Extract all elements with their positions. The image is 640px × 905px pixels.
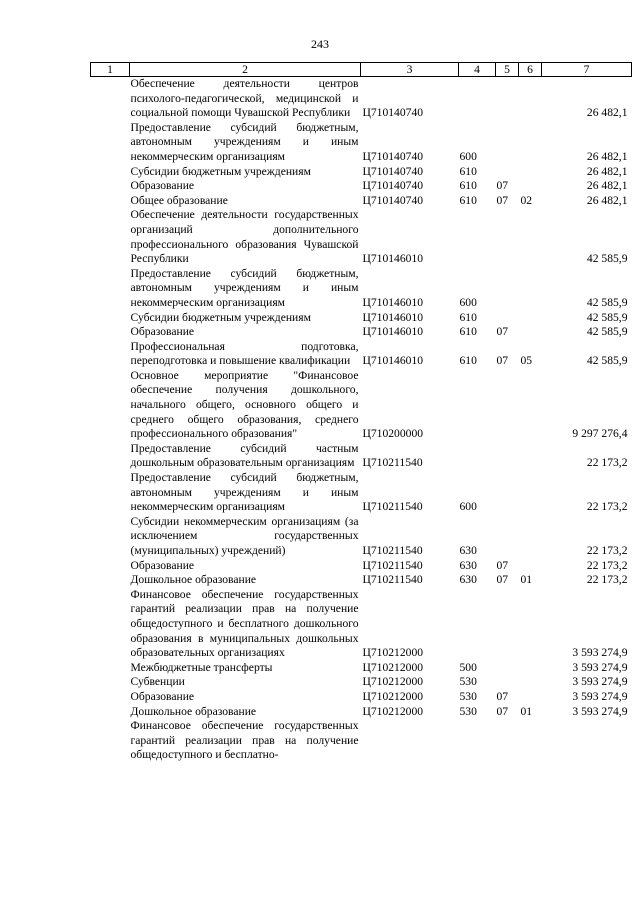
expense-type-cell: 530: [459, 689, 477, 703]
subsection-cell: [519, 311, 542, 326]
section-cell: [496, 442, 519, 471]
section-cell: [496, 661, 519, 676]
subsection-cell: 05: [520, 354, 533, 368]
expense-type-cell: 600: [459, 295, 477, 309]
section-cell: 07: [496, 354, 509, 368]
target-article-cell: Ц710146010: [362, 310, 424, 324]
expense-type-cell: [459, 588, 496, 661]
item-name-cell: Дошкольное образование: [130, 704, 257, 718]
section-cell: [496, 369, 519, 442]
item-name-cell: Межбюджетные трансферты: [130, 660, 273, 674]
amount-cell: 3 593 274,9: [572, 646, 628, 660]
target-article-cell: Ц710211540: [362, 500, 423, 514]
subsection-cell: [519, 121, 542, 165]
table-row: [91, 208, 632, 266]
section-cell: 07: [496, 573, 509, 587]
section-cell: 07: [496, 179, 509, 193]
section-cell: [496, 588, 519, 661]
target-article-cell: Ц710200000: [362, 427, 424, 441]
expense-type-cell: 610: [459, 325, 477, 339]
item-name-cell: Субсидии некоммерческим организациям (за исключением государственных (муниципальных) учреждений): [130, 514, 359, 557]
target-article-cell: Ц710146010: [362, 252, 424, 266]
budget-table: [90, 62, 632, 763]
row-number-cell: [91, 559, 130, 574]
expense-type-cell: 530: [459, 675, 477, 689]
target-article-cell: Ц710212000: [362, 704, 424, 718]
item-name-cell: Основное мероприятие "Финансовое обеспечение получения дошкольного, начального общего, основного общего и среднего общего образования, среднего профессионального образования": [130, 368, 359, 441]
target-article-cell: Ц710212000: [362, 646, 424, 660]
table-row: [91, 325, 632, 340]
target-article-cell: Ц710140740: [362, 106, 424, 120]
item-name-cell: Образование: [130, 325, 195, 339]
amount-cell: 42 585,9: [586, 325, 628, 339]
target-article-cell: Ц710140740: [362, 193, 424, 207]
expense-type-cell: 630: [459, 558, 477, 572]
section-cell: 07: [496, 193, 509, 207]
amount-cell: 22 173,2: [586, 573, 628, 587]
item-name-cell: Образование: [130, 689, 195, 703]
table-row: [91, 311, 632, 326]
target-article-cell: Ц710212000: [362, 675, 424, 689]
column-header-7: 7: [542, 63, 632, 77]
row-number-cell: [91, 267, 130, 311]
amount-cell: 3 593 274,9: [572, 689, 628, 703]
amount-cell: 22 173,2: [586, 544, 628, 557]
subsection-cell: [519, 471, 542, 515]
item-name-cell: Финансовое обеспечение государственных гарантий реализации прав на получение общедоступного и бесплатного дошкольного образования в муниципальных дошкольных образовательных организациях: [130, 587, 359, 660]
row-number-cell: [91, 179, 130, 194]
target-article-cell: Ц710211540: [362, 456, 423, 470]
amount-cell: 26 482,1: [586, 106, 628, 120]
expense-type-cell: 630: [459, 573, 477, 587]
section-cell: [496, 471, 519, 515]
amount-cell: 26 482,1: [586, 179, 628, 193]
expense-type-cell: 610: [459, 354, 477, 368]
table-row: [91, 194, 632, 209]
row-number-cell: [91, 121, 130, 165]
subsection-cell: [519, 208, 542, 266]
amount-cell: [542, 719, 632, 763]
subsection-cell: [519, 179, 542, 194]
target-article-cell: Ц710140740: [362, 164, 424, 178]
section-cell: 07: [496, 325, 509, 339]
table-row: [91, 267, 632, 311]
amount-cell: 26 482,1: [586, 193, 628, 207]
table-row: [91, 121, 632, 165]
subsection-cell: [519, 661, 542, 676]
expense-type-cell: [459, 442, 496, 471]
subsection-cell: [519, 588, 542, 661]
subsection-cell: 02: [520, 193, 533, 207]
section-cell: [496, 311, 519, 326]
target-article-cell: Ц710146010: [362, 295, 424, 309]
table-row: [91, 369, 632, 442]
column-header-2: 2: [130, 63, 361, 77]
table-row: [91, 705, 632, 720]
section-cell: [496, 208, 519, 266]
table-row: [91, 442, 632, 471]
item-name-cell: Субвенции: [130, 675, 185, 689]
item-name-cell: Общее образование: [130, 193, 228, 207]
table-row: [91, 515, 632, 559]
expense-type-cell: 610: [459, 179, 477, 193]
subsection-cell: [519, 267, 542, 311]
item-name-cell: Обеспечение деятельности государственных организаций дополнительного профессионального образования Чувашской Республики: [130, 208, 359, 266]
item-name-cell: Финансовое обеспечение государственных гарантий реализации прав на получение общедоступного и бесплатно-: [130, 719, 359, 762]
subsection-cell: [519, 559, 542, 574]
item-name-cell: Предоставление субсидий бюджетным, автономным учреждениям и иным некоммерческим организациям: [130, 266, 359, 309]
expense-type-cell: [459, 719, 496, 763]
row-number-cell: [91, 311, 130, 326]
section-cell: [496, 121, 519, 165]
item-name-cell: Образование: [130, 179, 195, 193]
section-cell: 07: [496, 704, 509, 718]
item-name-cell: Профессиональная подготовка, переподготовка и повышение квалификации: [130, 339, 359, 368]
item-name-cell: Предоставление субсидий бюджетным, автономным учреждениям и иным некоммерческим организациям: [130, 471, 359, 514]
item-name-cell: Субсидии бюджетным учреждениям: [130, 310, 311, 324]
row-number-cell: [91, 588, 130, 661]
table-row: [91, 77, 632, 121]
amount-cell: 26 482,1: [586, 149, 628, 163]
column-header-4: 4: [459, 63, 496, 77]
column-header-3: 3: [361, 63, 459, 77]
page-number: 243: [311, 37, 329, 51]
target-article-cell: Ц710146010: [362, 325, 424, 339]
section-cell: [496, 515, 519, 559]
target-article-cell: Ц710211540: [362, 558, 423, 572]
target-article-cell: Ц710140740: [362, 149, 424, 163]
row-number-cell: [91, 705, 130, 720]
subsection-cell: 01: [520, 704, 533, 718]
expense-type-cell: 610: [459, 310, 477, 324]
amount-cell: 3 593 274,9: [572, 660, 628, 674]
expense-type-cell: [459, 208, 496, 266]
amount-cell: 9 297 276,4: [572, 427, 628, 441]
row-number-cell: [91, 573, 130, 588]
column-header-5: 5: [496, 63, 519, 77]
amount-cell: 22 173,2: [586, 558, 628, 572]
subsection-cell: 01: [520, 573, 533, 587]
row-number-cell: [91, 369, 130, 442]
expense-type-cell: 600: [459, 500, 477, 514]
table-row: [91, 719, 632, 763]
expense-type-cell: 610: [459, 164, 477, 178]
table-row: [91, 179, 632, 194]
table-row: [91, 661, 632, 676]
item-name-cell: Предоставление субсидий бюджетным, автономным учреждениям и иным некоммерческим организациям: [130, 120, 359, 163]
item-name-cell: Субсидии бюджетным учреждениям: [130, 164, 311, 178]
column-number-row: [91, 63, 632, 77]
item-name-cell: Предоставление субсидий частным дошкольным образовательным организациям: [130, 441, 359, 470]
subsection-cell: [519, 325, 542, 340]
subsection-cell: [519, 675, 542, 690]
table-row: [91, 675, 632, 690]
expense-type-cell: 500: [459, 660, 477, 674]
target-article-cell: Ц710146010: [362, 354, 424, 368]
section-cell: [496, 267, 519, 311]
row-number-cell: [91, 165, 130, 180]
amount-cell: 42 585,9: [586, 295, 628, 309]
section-cell: 07: [496, 689, 509, 703]
item-name-cell: Образование: [130, 558, 195, 572]
amount-cell: 26 482,1: [586, 164, 628, 178]
row-number-cell: [91, 77, 130, 121]
expense-type-cell: [459, 369, 496, 442]
section-cell: [496, 719, 519, 763]
table-row: [91, 573, 632, 588]
amount-cell: 22 173,2: [586, 456, 628, 470]
subsection-cell: [519, 77, 542, 121]
target-article-cell: Ц710212000: [362, 660, 424, 674]
row-number-cell: [91, 675, 130, 690]
subsection-cell: [519, 515, 542, 559]
table-row: [91, 165, 632, 180]
table-row: [91, 340, 632, 369]
target-article-cell: Ц710211540: [362, 544, 423, 557]
row-number-cell: [91, 515, 130, 559]
subsection-cell: [519, 369, 542, 442]
target-article-cell: Ц710212000: [362, 689, 424, 703]
section-cell: [496, 675, 519, 690]
item-name-cell: Дошкольное образование: [130, 573, 257, 587]
target-article-cell: Ц710211540: [362, 573, 423, 587]
row-number-cell: [91, 690, 130, 705]
expense-type-cell: 630: [459, 544, 477, 557]
column-header-1: 1: [91, 63, 130, 77]
amount-cell: 42 585,9: [586, 310, 628, 324]
expense-type-cell: 530: [459, 704, 477, 718]
row-number-cell: [91, 340, 130, 369]
row-number-cell: [91, 471, 130, 515]
target-article-cell: Ц710140740: [362, 179, 424, 193]
row-number-cell: [91, 194, 130, 209]
row-number-cell: [91, 719, 130, 763]
subsection-cell: [519, 690, 542, 705]
row-number-cell: [91, 442, 130, 471]
row-number-cell: [91, 661, 130, 676]
section-cell: [496, 165, 519, 180]
amount-cell: 3 593 274,9: [572, 704, 628, 718]
amount-cell: 42 585,9: [586, 252, 628, 266]
amount-cell: 42 585,9: [586, 354, 628, 368]
section-cell: 07: [496, 558, 509, 572]
section-cell: [496, 77, 519, 121]
target-article-cell: [361, 719, 459, 763]
row-number-cell: [91, 325, 130, 340]
amount-cell: 22 173,2: [586, 500, 628, 514]
amount-cell: 3 593 274,9: [572, 675, 628, 689]
item-name-cell: Обеспечение деятельности центров психолого-педагогической, медицинской и социальной помощи Чувашской Республики: [130, 77, 359, 120]
table-row: [91, 559, 632, 574]
table-row: [91, 690, 632, 705]
subsection-cell: [519, 719, 542, 763]
row-number-cell: [91, 208, 130, 266]
column-header-6: 6: [519, 63, 542, 77]
expense-type-cell: [459, 77, 496, 121]
subsection-cell: [519, 165, 542, 180]
table-row: [91, 471, 632, 515]
table-row: [91, 588, 632, 661]
expense-type-cell: 610: [459, 193, 477, 207]
expense-type-cell: 600: [459, 149, 477, 163]
subsection-cell: [519, 442, 542, 471]
